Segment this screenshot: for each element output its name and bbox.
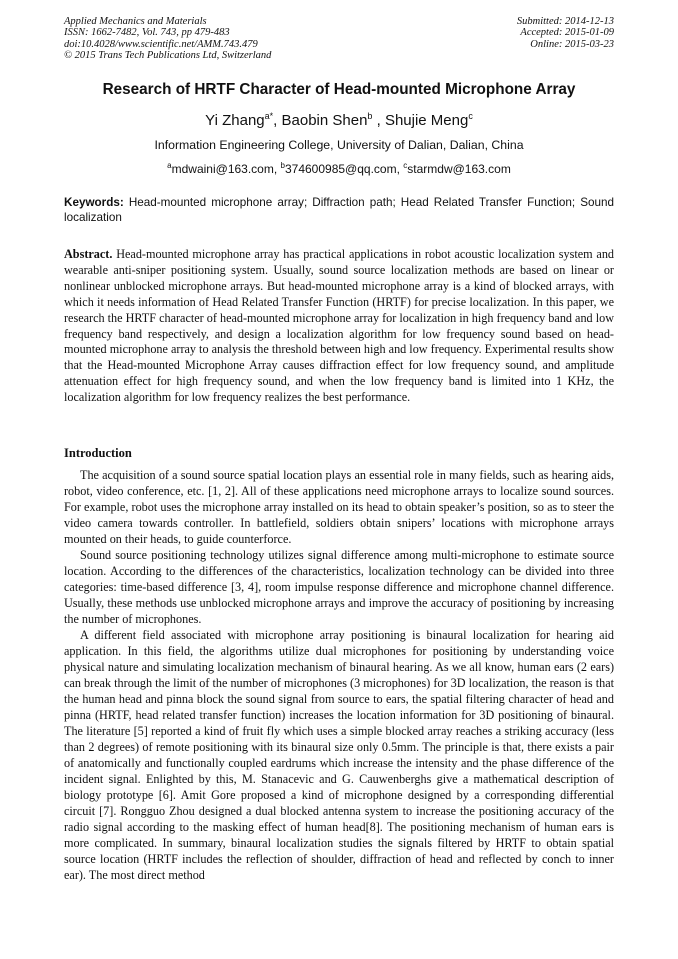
author-name: Shujie Meng — [384, 112, 469, 129]
abstract-label: Abstract. — [64, 247, 113, 261]
issn-line: ISSN: 1662-7482, Vol. 743, pp 479-483 — [64, 27, 230, 39]
accepted-date: Accepted: 2015-01-09 — [520, 27, 614, 39]
submitted-date: Submitted: 2014-12-13 — [516, 16, 614, 27]
author-sup: a* — [264, 111, 274, 121]
email-list: $^a$mdwaini@163.com, $^b$374600985@qq.com, $^c$starmdw@163.com — [167, 161, 511, 176]
keywords — [64, 196, 614, 225]
email-address: starmdw@163.com — [407, 162, 511, 176]
paper-title: Research of HRTF Character of Head-mounted Microphone Array — [102, 81, 576, 98]
paragraph: A different field associated with microphone array positioning is binaural localization for hearing aid application. In this field, the algorithms utilize dual microphones for positioning by understanding voice physical nature and simulating localization mechanism of binaural hearing. As we all know, human ears (2 ears) can break through the limit of the number of microphones (3 microphones) for 3D localization, the reason is that the human head and pinna block the sound signal from source to ears, the spatial filtering character of head and pinna (HRTF, head related transfer function) increases the location information for 3D positioning of binaural. The literature [5] reported a kind of fruit fly which uses a simple blocked array reaches a striking accuracy (less than 2 degrees) of remote positioning with its binaural size only 0.5mm. The principle is that, there exists a pair of anatomically and functionally coupled eardrums which increase the intensity and the phase difference of the incident signal. Enlighted by this, M. Stanacevic and G. Cauwenberghs give a mathematical description of biology prototype [6]. Amit Gore proposed a kind of microphone designed by a corresponding differential circuit [7]. Rongguo Zhou designed a dual blocked antenna system to increase the positioning accuracy of the radio signal according to the masking effect of human head[8]. The positioning mechanism of human ears is more complicated. In summary, binaural localization studies the signals filtered by HRTF to obtain spatial source location (HRTF includes the reflection of shoulder, diffraction of head and reflected by conch to inner ear). The most direct method — [64, 628, 614, 882]
email-address: mdwaini@163.com — [171, 162, 274, 176]
online-date: Online: 2015-03-23 — [530, 38, 614, 50]
author-name: Baobin Shen — [281, 112, 368, 129]
affiliation: Information Engineering College, University of Dalian, Dalian, China — [154, 138, 524, 152]
copyright-line: © 2015 Trans Tech Publications Ltd, Switzerland — [64, 49, 272, 61]
keywords-label: Keywords: — [64, 196, 124, 209]
submission-dates — [517, 16, 614, 50]
abstract — [64, 247, 614, 406]
paragraph: Sound source positioning technology utilizes signal difference among multi-microphone to estimate source location. According to the differences of the characteristics, localization technology can be divided into three categories: time-based difference [3, 4], room impulse response difference and microphone channel difference. Usually, these methods use unblocked microphone arrays and improve the accuracy of positioning by increasing the number of microphones. — [64, 548, 614, 626]
journal-name: Applied Mechanics and Materials — [64, 16, 207, 27]
doi-line: doi:10.4028/www.scientific.net/AMM.743.479 — [64, 38, 258, 50]
email-sup: c — [403, 161, 408, 170]
email-sup: a — [167, 161, 172, 170]
author-name: Yi Zhang — [205, 112, 265, 129]
email-address: 374600985@qq.com — [284, 162, 397, 176]
introduction-body — [64, 467, 614, 883]
author-sup: b — [367, 111, 373, 121]
journal-info — [64, 16, 271, 61]
abstract-text: Head-mounted microphone array has practical applications in robot acoustic localization system and wearable anti-sniper positioning system. Usually, sound source localization methods are based on linear or nonlinear unblocked microphone arrays. But head-mounted microphone array is a kind of blocked arrays, with which it needs information of Head Related Transfer Function (HRTF) for precise localization. In this paper, we research the HRTF character of head-mounted microphone array for localization in high frequency band and low frequency band respectively, and design a localization algorithm for low frequency sound based on head-mounted microphone array to analysis the threshold between high and low frequency. Experimental results show that the Head-mounted Microphone Array causes diffraction effect for low frequency sound, and amplitude attenuation effect for high frequency sound, and when the low frequency band is limited into 1 KHz, the localization algorithm for low frequency realizes the best performance. — [64, 247, 615, 405]
author-sup: c — [468, 111, 473, 121]
author-list: Yi Zhang$^{a*}$, Baobin Shen$^b$ , Shujie Meng$^c$ — [205, 111, 473, 129]
keywords-text: Head-mounted microphone array; Diffraction path; Head Related Transfer Function; Sound localization — [64, 196, 614, 224]
section-heading-introduction: Introduction — [64, 446, 132, 460]
paragraph: The acquisition of a sound source spatial location plays an essential role in many fields, such as hearing aids, robot, video conference, etc. [1, 2]. All of these applications need microphone arrays to localize sound sources. For example, robot uses the microphone array installed on its head to obtain speaker’s position, so as to steer the video camera towards controller. In battlefield, soldiers obtain snipers’ locations with microphone arrays mounted on their heads, to guide counterforce. — [64, 468, 614, 546]
email-sup: b — [280, 161, 285, 170]
